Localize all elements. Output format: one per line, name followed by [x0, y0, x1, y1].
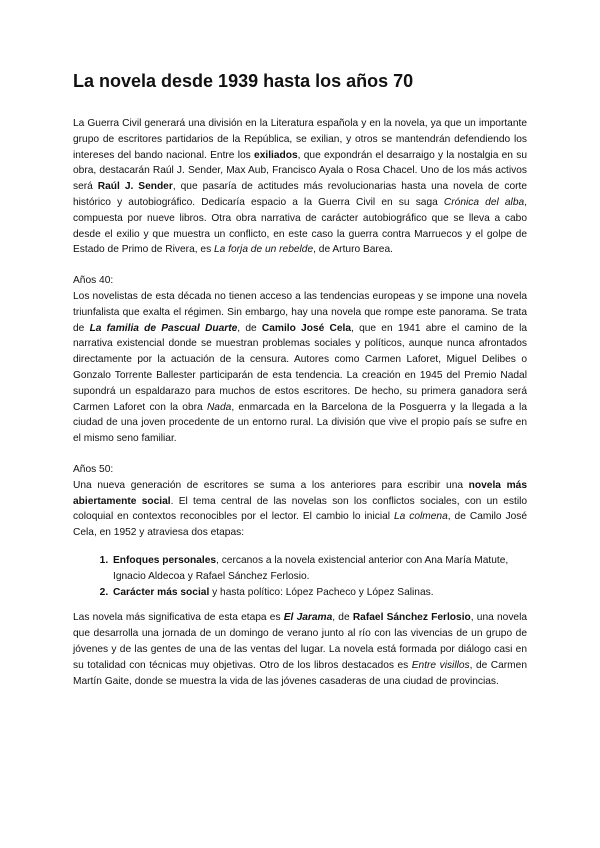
text-run: , enmarcada en la Barcelona de la Posguerra y la llegada a la ciudad de una joven procedente de un entorno rural. La división que vive el propio país se sufre en el mismo seno familiar. [73, 401, 527, 445]
section-50s-paragraph [73, 478, 527, 541]
list-item [111, 553, 527, 585]
section-label-50s: Años 50: [73, 463, 114, 475]
text-run: , de Carmen Martín Gaite, donde se muestra la vida de las jóvenes casaderas de una ciudad de provincias. [73, 659, 528, 687]
book-title: La colmena [393, 511, 448, 523]
section-label-40s: Años 40: [73, 275, 114, 287]
bold-author: Rafael Sánchez Ferlosio [352, 612, 471, 624]
text-run: , que pasaría de actitudes más revolucionarias hasta una novela de corte histórico y autobiográfico. Dedicaría espacio a la Guerra Civil en su saga [73, 181, 527, 208]
book-title: Crónica del alba [443, 196, 525, 208]
book-title: La forja de un rebelde [214, 244, 314, 256]
stages-list [73, 553, 527, 600]
intro-paragraph [73, 116, 527, 258]
text-run: , una novela que desarrolla una jornada de un domingo de verano junto al río con las vivencias de un grupo de jóvenes y de las gentes de una de las ventas del lugar. La novela está formada por diálogo casi en su totalidad con técnicas muy objetivas. Otro de los libros destacados es [73, 612, 528, 671]
list-item-term: Carácter más social [113, 586, 210, 598]
text-run: , de [332, 612, 353, 624]
list-item-text: y hasta político: López Pacheco y López Salinas. [209, 586, 434, 598]
list-item-term: Enfoques personales [113, 554, 217, 566]
text-run: La Guerra Civil generará una división en la Literatura española y en la novela, ya que un importante grupo de escritores partidarios de la República, se exilian, y otros se mantendrán defendiendo los intereses del bando nacional. Entre los [73, 118, 527, 161]
page-title: La novela desde 1939 hasta los años 70 [73, 71, 414, 91]
section-40s-paragraph [73, 289, 527, 447]
text-run: Una nueva generación de escritores se suma a los anteriores para escribir una [73, 479, 469, 491]
book-title: El Jarama [283, 612, 333, 624]
text-run: . El tema central de las novelas son los conflictos sociales, con un estilo coloquial en contextos reconocibles por el lector. El cambio lo inicial [73, 495, 528, 523]
bold-term: exiliados [254, 149, 298, 161]
text-run: , que expondrán el desarraigo y la nostalgia en su obra, destacarán Raúl J. Sender, Max Aub, Francisco Ayala o Rosa Chacel. Uno de los más activos será [73, 149, 527, 193]
text-run: , que en 1941 abre el camino de la narrativa existencial donde se muestran problemas sociales y políticos, aunque nunca afrontados directamente por la actuación de la censura. Autores como Carmen Laforet, Miguel Delibes o Gonzalo Torrente Ballester participarán de esta tendencia. La creación en 1945 del Premio Nadal supondrá un espaldarazo para muchos de estos escritores. De hecho, su primera ganadora será Carmen Laforet con la obra [73, 322, 527, 413]
bold-author: Raúl J. Sender [97, 181, 173, 193]
text-run: Los novelistas de esta década no tienen acceso a las tendencias europeas y se impone una novela triunfalista que exalta el régimen. Sin embargo, hay una novela que rompe este panorama. Se trata de [73, 290, 527, 334]
text-run: Las novela más significativa de esta etapa es [73, 612, 284, 624]
closing-paragraph [73, 610, 527, 689]
text-run: , compuesta por nueve libros. Otra obra narrativa de carácter autobiográfico que se lleva a cabo desde el exilio y que muestra un conflicto, en este caso la guerra contra Marruecos y el golpe de Estado de Primo de Rivera, es [73, 196, 527, 256]
bold-term: novela más abiertamente social [73, 479, 527, 507]
list-item [111, 585, 527, 601]
book-title: Entre visillos [411, 659, 470, 671]
list-item-text: , cercanos a la novela existencial anterior con Ana María Matute, Ignacio Aldecoa y Rafael Sánchez Ferlosio. [113, 554, 509, 582]
bold-author: Camilo José Cela [261, 322, 352, 334]
book-title: La familia de Pascual Duarte [89, 322, 238, 334]
text-run: , de [237, 322, 262, 334]
book-title: Nada [206, 401, 232, 413]
text-run: , de Arturo Barea. [313, 244, 393, 256]
text-run: , de Camilo José Cela, en 1952 y atraviesa dos etapas: [73, 511, 528, 539]
